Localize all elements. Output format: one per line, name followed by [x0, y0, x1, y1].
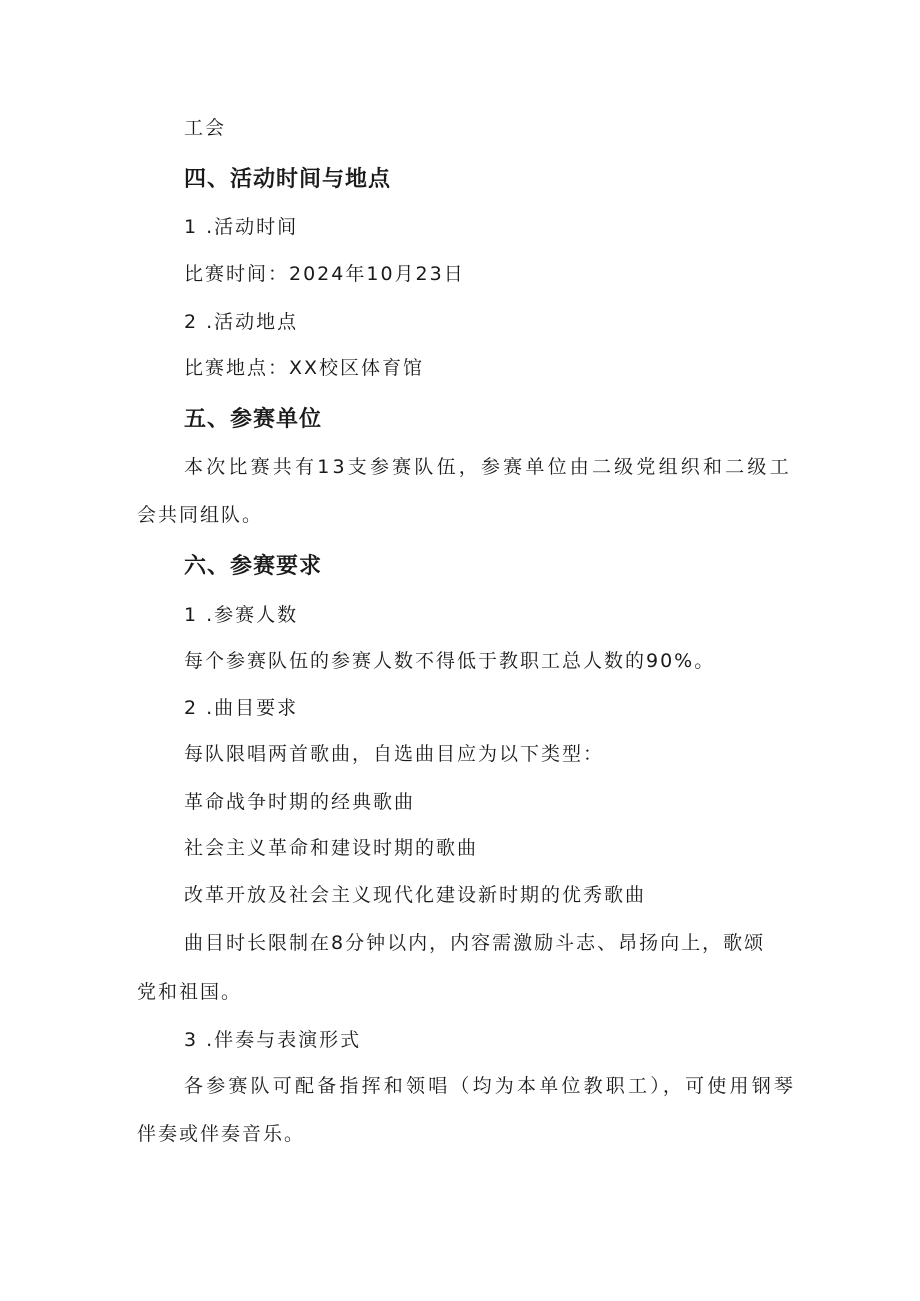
accompaniment-paragraph-line1: 各参赛队可配备指挥和领唱（均为本单位教职工），可使用钢琴	[184, 1075, 797, 1097]
body-text-union: 工会	[184, 117, 227, 139]
subheading-accompaniment: 3 .伴奏与表演形式	[184, 1029, 362, 1051]
song-requirements-text: 每队限唱两首歌曲，自选曲目应为以下类型：	[184, 743, 605, 765]
section-heading-5: 五、参赛单位	[184, 407, 323, 432]
subheading-activity-time: 1 .活动时间	[184, 216, 299, 238]
song-type-1: 革命战争时期的经典歌曲	[184, 791, 416, 813]
competition-time: 比赛时间：2024年10月23日	[184, 263, 465, 285]
accompaniment-paragraph-line2: 伴奏或伴奏音乐。	[137, 1123, 306, 1145]
participant-count-text: 每个参赛队伍的参赛人数不得低于教职工总人数的90%。	[184, 650, 716, 672]
subheading-participant-count: 1 .参赛人数	[184, 604, 299, 626]
song-type-2: 社会主义革命和建设时期的歌曲	[184, 837, 479, 859]
section-heading-4: 四、活动时间与地点	[184, 167, 392, 192]
section-heading-6: 六、参赛要求	[184, 554, 323, 579]
competition-location: 比赛地点：XX校区体育馆	[184, 357, 425, 379]
duration-paragraph-line1: 曲目时长限制在8分钟以内，内容需激励斗志、昂扬向上，歌颂	[184, 932, 766, 954]
subheading-song-requirements: 2 .曲目要求	[184, 697, 299, 719]
subheading-activity-location: 2 .活动地点	[184, 311, 299, 333]
participants-paragraph-line2: 会共同组队。	[137, 504, 264, 526]
participants-paragraph-line1: 本次比赛共有13支参赛队伍，参赛单位由二级党组织和二级工	[184, 456, 792, 478]
duration-paragraph-line2: 党和祖国。	[137, 981, 243, 1003]
song-type-3: 改革开放及社会主义现代化建设新时期的优秀歌曲	[184, 884, 647, 906]
